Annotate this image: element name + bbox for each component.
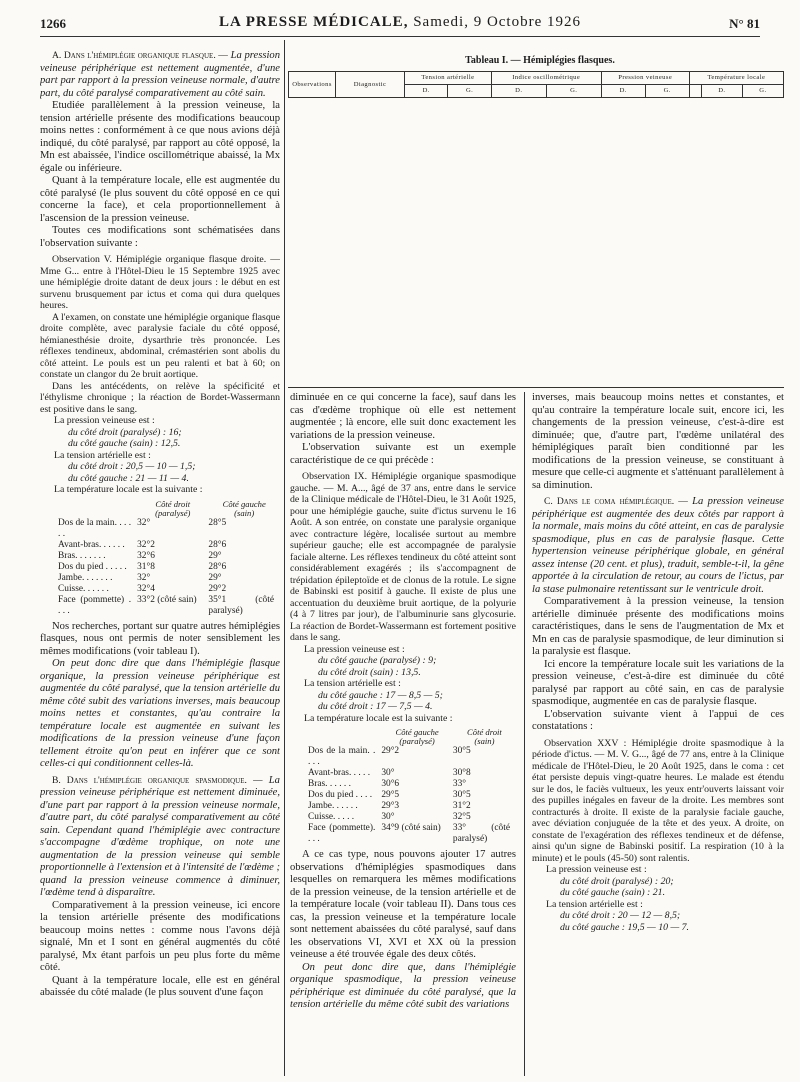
side-label: D.: [491, 85, 546, 98]
body-part-cell: Dos du pied . . . . .: [58, 561, 127, 572]
data-label: La pression veineuse est :: [304, 643, 405, 655]
paragraph: Etudiée parallèlement à la pression veineuse, la tension artérielle présente des modifications beaucoup moins nettes : conformément à ce que nous avions déjà indiqué, du côté paralysé, par rapport au côté opposé, la Mn est abaissée, l'indice oscillométrique abaissé, la Mx égale ou inférieure.: [40, 100, 280, 174]
temperature-cell: 30°: [381, 812, 395, 822]
side-label: D.: [601, 85, 645, 98]
observation-ix: [290, 471, 516, 644]
temperature-table-v: [58, 500, 280, 617]
body-part-cell: Face (pommette). . . .: [308, 823, 376, 844]
side-label: D.: [405, 85, 448, 98]
data-label: La température locale est la suivante :: [304, 712, 453, 724]
temperature-cell: 29°2: [381, 746, 400, 756]
temperature-cell: 35°1 (côté paralysé): [208, 594, 274, 616]
paragraph: A ce cas type, nous pouvons ajouter 17 autres observations d'hémiplégies spasmodiques dans lesquelles on remarquera les mêmes modifications de la pression veineuse, de la tension artérielle et de la température locale (voir tableau II). Dans tous ces cas, la pression veineuse et la température locale sont nettement abaissées du côté paralysé, sauf dans les observations VI, XVI et XX où la pression veineuse a été trouvée égale des deux côtés.: [290, 849, 516, 960]
section-b: [40, 775, 280, 900]
paragraph: Comparativement à la pression veineuse, ici encore la tension artérielle présente des modifications beaucoup moins nettes : comme nous l'avons déjà signalé, Mn et I sont en général augmentés du côté paralysé, Mx étant parfois un peu plus forte du même côté.: [40, 899, 280, 973]
temperature-cell: 31°2: [452, 801, 471, 811]
body-part-cell: Cuisse. . . . . .: [58, 583, 109, 594]
body-part-cell: Cuisse. . . . .: [308, 812, 355, 822]
temperature-cell: 28°6: [208, 561, 227, 572]
page-number: 1266: [40, 16, 66, 31]
table-row: [308, 779, 516, 790]
table-header: Observations: [289, 72, 336, 98]
table-header: Côté gauche (paralysé): [395, 727, 439, 746]
body-part-cell: Face (pommette) . . . .: [58, 594, 132, 616]
table-caption: Tableau I. — Hémiplégies flasques.: [465, 55, 615, 66]
paragraph: Comparativement à la pression veineuse, la tension artérielle diminuée présente des modifications moins caractéristiques, dans le sens de l'augmentation de Mx et Mn en cas de paralysie spasmodique, de leur diminution si la paralysie est flasque.: [532, 596, 784, 657]
temperature-cell: 30°5: [452, 746, 471, 756]
temperature-cell: 32°2: [137, 539, 155, 550]
data-value: du côté droit (paralysé) : 16;: [68, 426, 182, 438]
measurements-xxv: [532, 864, 784, 933]
table-header: Indice oscillométrique: [491, 72, 601, 85]
divider: [288, 387, 784, 388]
observation-v-text: Observation V. Hémiplégie organique flasque droite. — Mme G... entre à l'Hôtel-Dieu le 15 Septembre 1925 avec une hémiplégie droite datant de deux jours : le début en est survenu brusquement par ictus et coma qui dura quelques heures.: [40, 254, 280, 311]
table-header: Diagnostic: [336, 72, 405, 98]
issue-date: Samedi, 9 Octobre 1926: [413, 14, 582, 30]
temperature-cell: 33°: [452, 779, 466, 789]
observation-v: [40, 254, 280, 415]
observation-ix-text: Observation IX. Hémiplégie organique spasmodique gauche. — M. A..., âgé de 37 ans, entre dans le service de la Clinique médicale de l'Hôtel-Dieu, le 31 Août 1925, pour une hémiplégie gauche, suite d'ictus survenu le 16 Août. A son entrée, on constate une paralysie organique avec contracture légère, localisée surtout au membre supérieur gauche; elle est accompagnée de paralysie faciale alterne. Les réflexes tendineux du côté atteint sont considérablement exagérés ; ils s'accompagnent de trépidation épileptoïde et de clonus de la rotule. Le signe de Babinski est positif à gauche. Il existe de plus une accentuation du deuxième bruit aortique, de la polyurie (4 à 7 litres par jour), de l'albuminurie sans glycosurie. La réaction de Bordet-Wassermann est fortement positive dans le sang.: [290, 471, 516, 643]
body-part-cell: Bras. . . . . .: [308, 779, 351, 789]
data-value: du côté gauche : 19,5 — 10 — 7.: [560, 921, 689, 933]
table-row: [58, 573, 280, 584]
temperature-cell: 30°5: [452, 790, 471, 800]
temperature-cell: 34°9 (côté sain): [381, 823, 441, 833]
temperature-cell: 32°: [137, 572, 151, 583]
data-label: La tension artérielle est :: [304, 678, 401, 689]
table-row: [308, 801, 516, 812]
table-row: [58, 595, 280, 617]
temperature-cell: 28°6: [208, 539, 227, 550]
data-label: La tension artérielle est :: [54, 449, 151, 461]
side-label: G.: [645, 85, 689, 98]
conclusion-a: On peut donc dire que dans l'hémiplégie flasque organique, la pression veineuse périphérique est augmentée du côté paralysé, que la tension artérielle du même côté subit des variations inverses, mais beaucoup moins nettes et constantes, qu'au contraire la température locale est augmentée en suivant les modifications de la pression veineuse d'une façon tellement étroite qu'on peut en inférer que ce sont celles-ci qui conditionnent celles-là.: [40, 658, 280, 769]
table-row: [308, 768, 516, 779]
observation-v-text: A l'examen, on constate une hémiplégie organique flasque droite complète, avec paralysie faciale du côté opposé, hémianesthésie droite, dysarthrie très prononcée. Les réflexes tendineux, abdominal, crémastérien sont abolis du côté atteint. Le pouls est un peu ralenti et bat à 60; on constate un clangor du 2e bruit aortique.: [40, 311, 280, 380]
data-label: La température locale est la suivante :: [54, 484, 203, 495]
data-value: du côté gauche (sain) : 12,5.: [68, 438, 181, 449]
column-left: [40, 46, 280, 1076]
section-b-text: — La pression veineuse périphérique est nettement diminuée, d'une part par rapport à la pression veineuse normale, d'autre part, du côté paralysé comparativement au côté sain. Cependant quand l'hémiplégie avec contracture s'accompagne d'œdème trophique, on note une augmentation de la pression veineuse qui semble proportionnelle à l'extension et à l'intensité de l'œdème ; quand la pression veineuse commence à diminuer, l'œdème tend à disparaître.: [40, 774, 280, 898]
table-row: [58, 540, 280, 551]
section-a-title: A. Dans l'hémiplégie organique flasque. —: [52, 50, 228, 61]
table-row: [308, 790, 516, 801]
data-value: du côté gauche : 21 — 11 — 4.: [68, 472, 189, 484]
paragraph: Ici encore la température locale suit les variations de la pression veineuse, c'est-à-dire est diminuée du côté paralysé par rapport au côté sain, en cas de paralysie spasmodique, augmentée en cas de paralysie flasque.: [532, 658, 784, 707]
temperature-cell: 30°6: [381, 779, 400, 789]
data-value: du côté gauche : 17 — 8,5 — 5;: [318, 689, 443, 701]
body-part-cell: Dos de la main. . . . .: [308, 746, 376, 767]
temperature-cell: 29°: [208, 550, 222, 561]
section-c-title: C. Dans le coma hémiplégique. —: [544, 496, 688, 507]
data-label: La pression veineuse est :: [546, 864, 647, 875]
data-value: du côté gauche (paralysé) : 9;: [318, 655, 437, 666]
section-c-text: La pression veineuse périphérique est augmentée des deux côtés par rapport à la normale, mais moins du côté atteint, en cas de paralysie spasmodique, plus en cas de paralysie flasque. Cette hypertension veineuse périphérique globale, en général assez intense (20 cent. et plus), traduit, semble-t-il, la gêne apportée à la circulation de retour, au cours de l'ictus, par la stase pulmonaire retentissant sur le ventricule droit.: [532, 496, 784, 595]
table-header: Tension artérielle: [405, 72, 492, 85]
journal-title: [40, 16, 760, 29]
paragraph: Toutes ces modifications sont schématisées dans l'observation suivante :: [40, 225, 280, 249]
data-label: La pression veineuse est :: [54, 415, 155, 426]
observation-xxv-text: Observation XXV : Hémiplégie droite spasmodique à la période d'ictus. — M. V. G..., âgé de 77 ans, entre à la Clinique médicale de l'Hôtel-Dieu, le 20 Août 1925, dans le coma : cet état persiste depuis vingt-quatre heures. Le malade est étendu sur le dos, le faciès vultueux, les yeux entr'ouverts laissant voir des pupilles inégales en faveur de la droite. Les membres sont contracturés à droite. Il existe de la paralysie faciale gauche, avec déviation conjuguée de la tête et des yeux. A droite, on constate de l'exagération des réflexes tendineux et de défense, ainsi qu'un signe de Babinski positif. La respiration (10 à la minute) et le pouls (45-50) sont ralentis.: [532, 737, 784, 864]
table-row: [308, 812, 516, 823]
data-value: du côté droit : 20 — 12 — 8,5;: [560, 910, 681, 921]
table-header: Côté gauche (sain): [222, 498, 266, 518]
column-right: [532, 392, 784, 1076]
column-middle: [290, 392, 516, 1076]
journal-name: LA PRESSE MÉDICALE,: [218, 14, 409, 30]
body-part-cell: Avant-bras. . . . . .: [58, 539, 125, 550]
side-label: G.: [448, 85, 491, 98]
temperature-cell: 33° (côté paralysé): [452, 823, 510, 844]
body-part-cell: Bras. . . . . . .: [58, 550, 106, 561]
table-header: Température locale: [689, 72, 783, 85]
temperature-cell: 32°: [137, 517, 151, 528]
temperature-cell: 32°5: [452, 812, 471, 822]
temperature-table-ix: [308, 728, 516, 845]
data-value: du côté droit : 20,5 — 10 — 1,5;: [68, 461, 196, 472]
paragraph: inverses, mais beaucoup moins nettes et constantes, et qu'au contraire la température locale suit, encore ici, les changements de la pression veineuse, c'est-à-dire est diminuée; que, d'autre part, l'œdème unilatéral des hémiplégiques paraît bien conditionné par les modifications de la pression veineuse, se constituant à mesure que celle-ci augmente et s'atténuant parallèlement à sa diminution.: [532, 392, 784, 491]
body-part-cell: Dos du pied . . . .: [308, 790, 373, 800]
temperature-cell: 29°5: [381, 790, 400, 800]
observation-xxv: [532, 738, 784, 865]
data-value: du côté droit (sain) : 13,5.: [318, 666, 421, 678]
table-hemiplegies-flasques: [288, 71, 784, 98]
side-label: G.: [546, 85, 601, 98]
table-row: [308, 746, 516, 768]
section-c: [532, 496, 784, 596]
temperature-cell: 31°8: [137, 561, 155, 572]
measurements-ix: [290, 644, 516, 725]
temperature-cell: 30°8: [452, 768, 471, 778]
column-divider: [284, 40, 285, 1076]
body-part-cell: Dos de la main. . . . . .: [58, 517, 132, 539]
temperature-cell: 29°: [208, 572, 222, 583]
side-label: G.: [742, 85, 783, 98]
table-header: Côté droit (sain): [467, 727, 502, 746]
temperature-cell: 28°5: [208, 517, 227, 528]
paragraph: Quant à la température locale, elle est en général abaissée du côté malade (le plus souvent d'une façon: [40, 974, 280, 998]
data-value: du côté gauche (sain) : 21.: [560, 887, 666, 898]
section-a-text: La pression veineuse périphérique est nettement augmentée, d'une part par rapport à la pression veineuse normale, d'autre part, du côté paralysé comparativement au côté sain.: [40, 50, 280, 99]
table-header: Pression veineuse: [601, 72, 689, 85]
paragraph: L'observation suivante vient à l'appui de ces constatations :: [532, 708, 784, 732]
body-part-cell: Avant-bras. . . . .: [308, 768, 371, 778]
column-divider: [524, 392, 525, 1076]
issue-number: N° 81: [729, 16, 760, 31]
data-value: du côté droit (paralysé) : 20;: [560, 875, 674, 887]
section-b-title: B. Dans l'hémiplégie organique spasmodique.: [52, 774, 247, 786]
table-header: Côté droit (paralysé): [155, 498, 191, 518]
table-row: [58, 584, 280, 595]
temperature-cell: 29°2: [208, 583, 227, 594]
body-part-cell: Jambe. . . . . .: [308, 801, 358, 811]
section-a: [40, 50, 280, 100]
paragraph: Quant à la température locale, elle est augmentée du côté paralysé (le plus souvent du côté opposé en ce qui concerne la face), et cela proportionnellement à l'ascension de la pression veineuse.: [40, 175, 280, 224]
temperature-cell: 32°4: [137, 583, 155, 594]
paragraph: L'observation suivante est un exemple caractéristique de ce qui précède :: [290, 442, 516, 466]
temperature-cell: 33°2 (côté sain): [137, 594, 197, 605]
paragraph: Nos recherches, portant sur quatre autres hémiplégies flasques, nous ont permis de noter sensiblement les mêmes modifications (voir tableau I).: [40, 620, 280, 657]
table-row: [58, 518, 280, 540]
temperature-cell: 30°: [381, 768, 395, 778]
data-value: du côté droit : 17 — 7,5 — 4.: [318, 701, 433, 712]
body-part-cell: Jambe. . . . . . .: [58, 572, 113, 583]
data-label: La tension artérielle est :: [546, 898, 643, 910]
temperature-cell: 29°3: [381, 801, 400, 811]
temperature-cell: 32°6: [137, 550, 155, 561]
page-header: [40, 14, 760, 37]
conclusion-b: On peut donc dire que, dans l'hémiplégie organique spasmodique, la pression veineuse périphérique est diminuée du côté paralysé, que la tension artérielle du même côté subit des variations: [290, 961, 516, 1010]
observation-v-text: Dans les antécédents, on relève la spécificité et l'éthylisme chronique ; la réaction de Bordet-Wassermann est positive dans le sang.: [40, 380, 280, 415]
table-row: [308, 823, 516, 845]
table-row: [58, 551, 280, 562]
measurements-v: [40, 415, 280, 496]
side-label: D.: [701, 85, 742, 98]
paragraph: diminuée en ce qui concerne la face), sauf dans les cas d'œdème trophique où elle est nettement augmentée ; là encore, elle suit donc exactement les variations de la pression veineuse.: [290, 392, 516, 441]
table-row: [58, 562, 280, 573]
